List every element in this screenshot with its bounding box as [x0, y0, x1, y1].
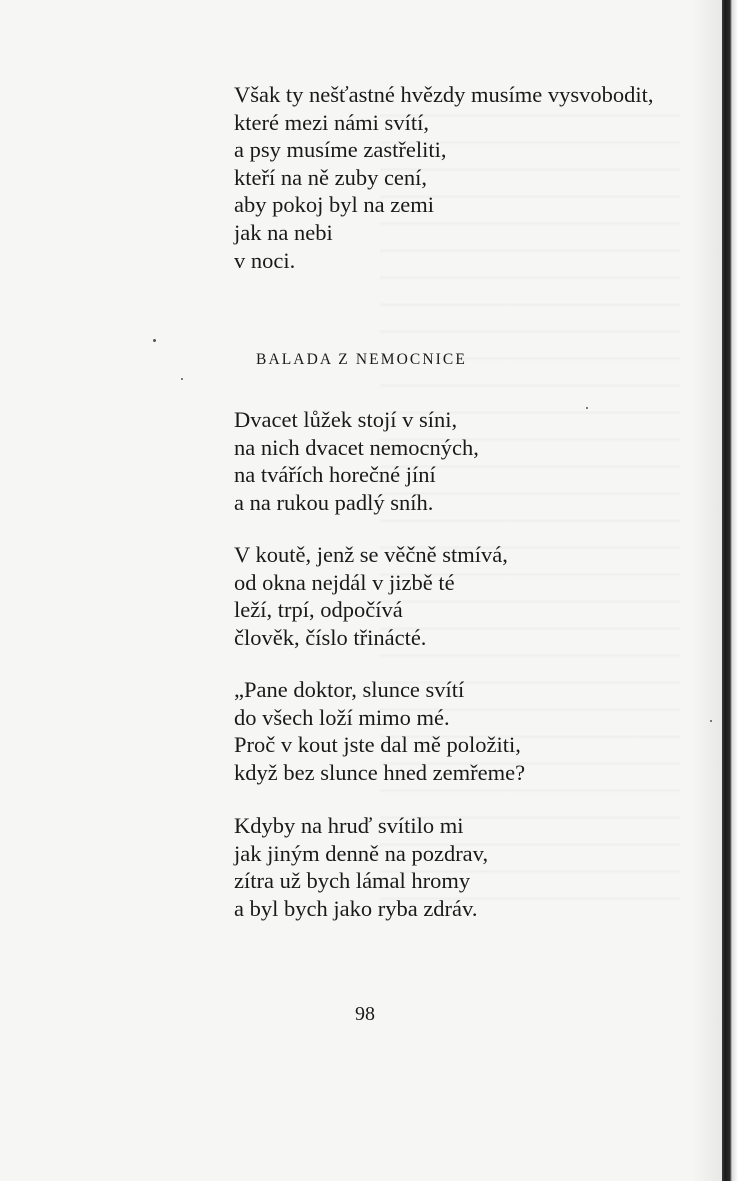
verse-line: aby pokoj byl na zemi — [234, 192, 434, 218]
verse-line: V koutě, jenž se věčně stmívá, — [234, 542, 508, 567]
verse-line: které mezi námi svítí, — [234, 109, 429, 135]
verse-line: když bez slunce hned zemřeme? — [234, 759, 526, 785]
verse-line: do všech loží mimo mé. — [234, 704, 450, 730]
verse-line: Kdyby na hruď svítilo mi — [234, 813, 464, 838]
page-edge — [722, 0, 738, 1181]
verse-line: od okna nejdál v jizbě té — [234, 569, 455, 595]
verse-line: na tvářích horečné jíní — [234, 462, 436, 488]
poem-stanza-4 — [234, 812, 488, 922]
poem-stanza-3 — [234, 676, 525, 786]
verse-line: Dvacet lůžek stojí v síni, — [234, 407, 458, 432]
verse-line: zítra už bych lámal hromy — [234, 868, 471, 894]
page-shadow — [692, 0, 722, 1181]
page-number: 98 — [355, 1003, 375, 1025]
prior-poem-stanza — [234, 81, 654, 274]
verse-line: Proč v kout jste dal mě položiti, — [234, 732, 521, 758]
verse-line: a byl bych jako ryba zdráv. — [234, 895, 478, 921]
verse-line: a na rukou padlý sníh. — [234, 489, 434, 515]
verse-line: člověk, číslo třinácté. — [234, 624, 427, 650]
verse-line: kteří na ně zuby cení, — [234, 164, 428, 190]
verse-line: jak jiným denně na pozdrav, — [234, 840, 489, 866]
poem-title: BALADA Z NEMOCNICE — [256, 351, 467, 368]
verse-line: na nich dvacet nemocných, — [234, 434, 479, 460]
paper-speck — [710, 720, 712, 722]
verse-line: „Pane doktor, slunce svítí — [234, 677, 465, 702]
poem-stanza-1 — [234, 406, 479, 516]
verse-line: a psy musíme zastřeliti, — [234, 137, 447, 163]
poem-stanza-2 — [234, 541, 508, 651]
paper-speck — [153, 339, 156, 342]
verse-line: Však ty nešťastné hvězdy musíme vysvobodit, — [234, 82, 654, 107]
paper-speck — [181, 378, 183, 380]
verse-line: leží, trpí, odpočívá — [234, 597, 403, 623]
paper-speck — [586, 407, 588, 409]
verse-line: v noci. — [234, 247, 296, 273]
verse-line: jak na nebi — [234, 219, 333, 245]
